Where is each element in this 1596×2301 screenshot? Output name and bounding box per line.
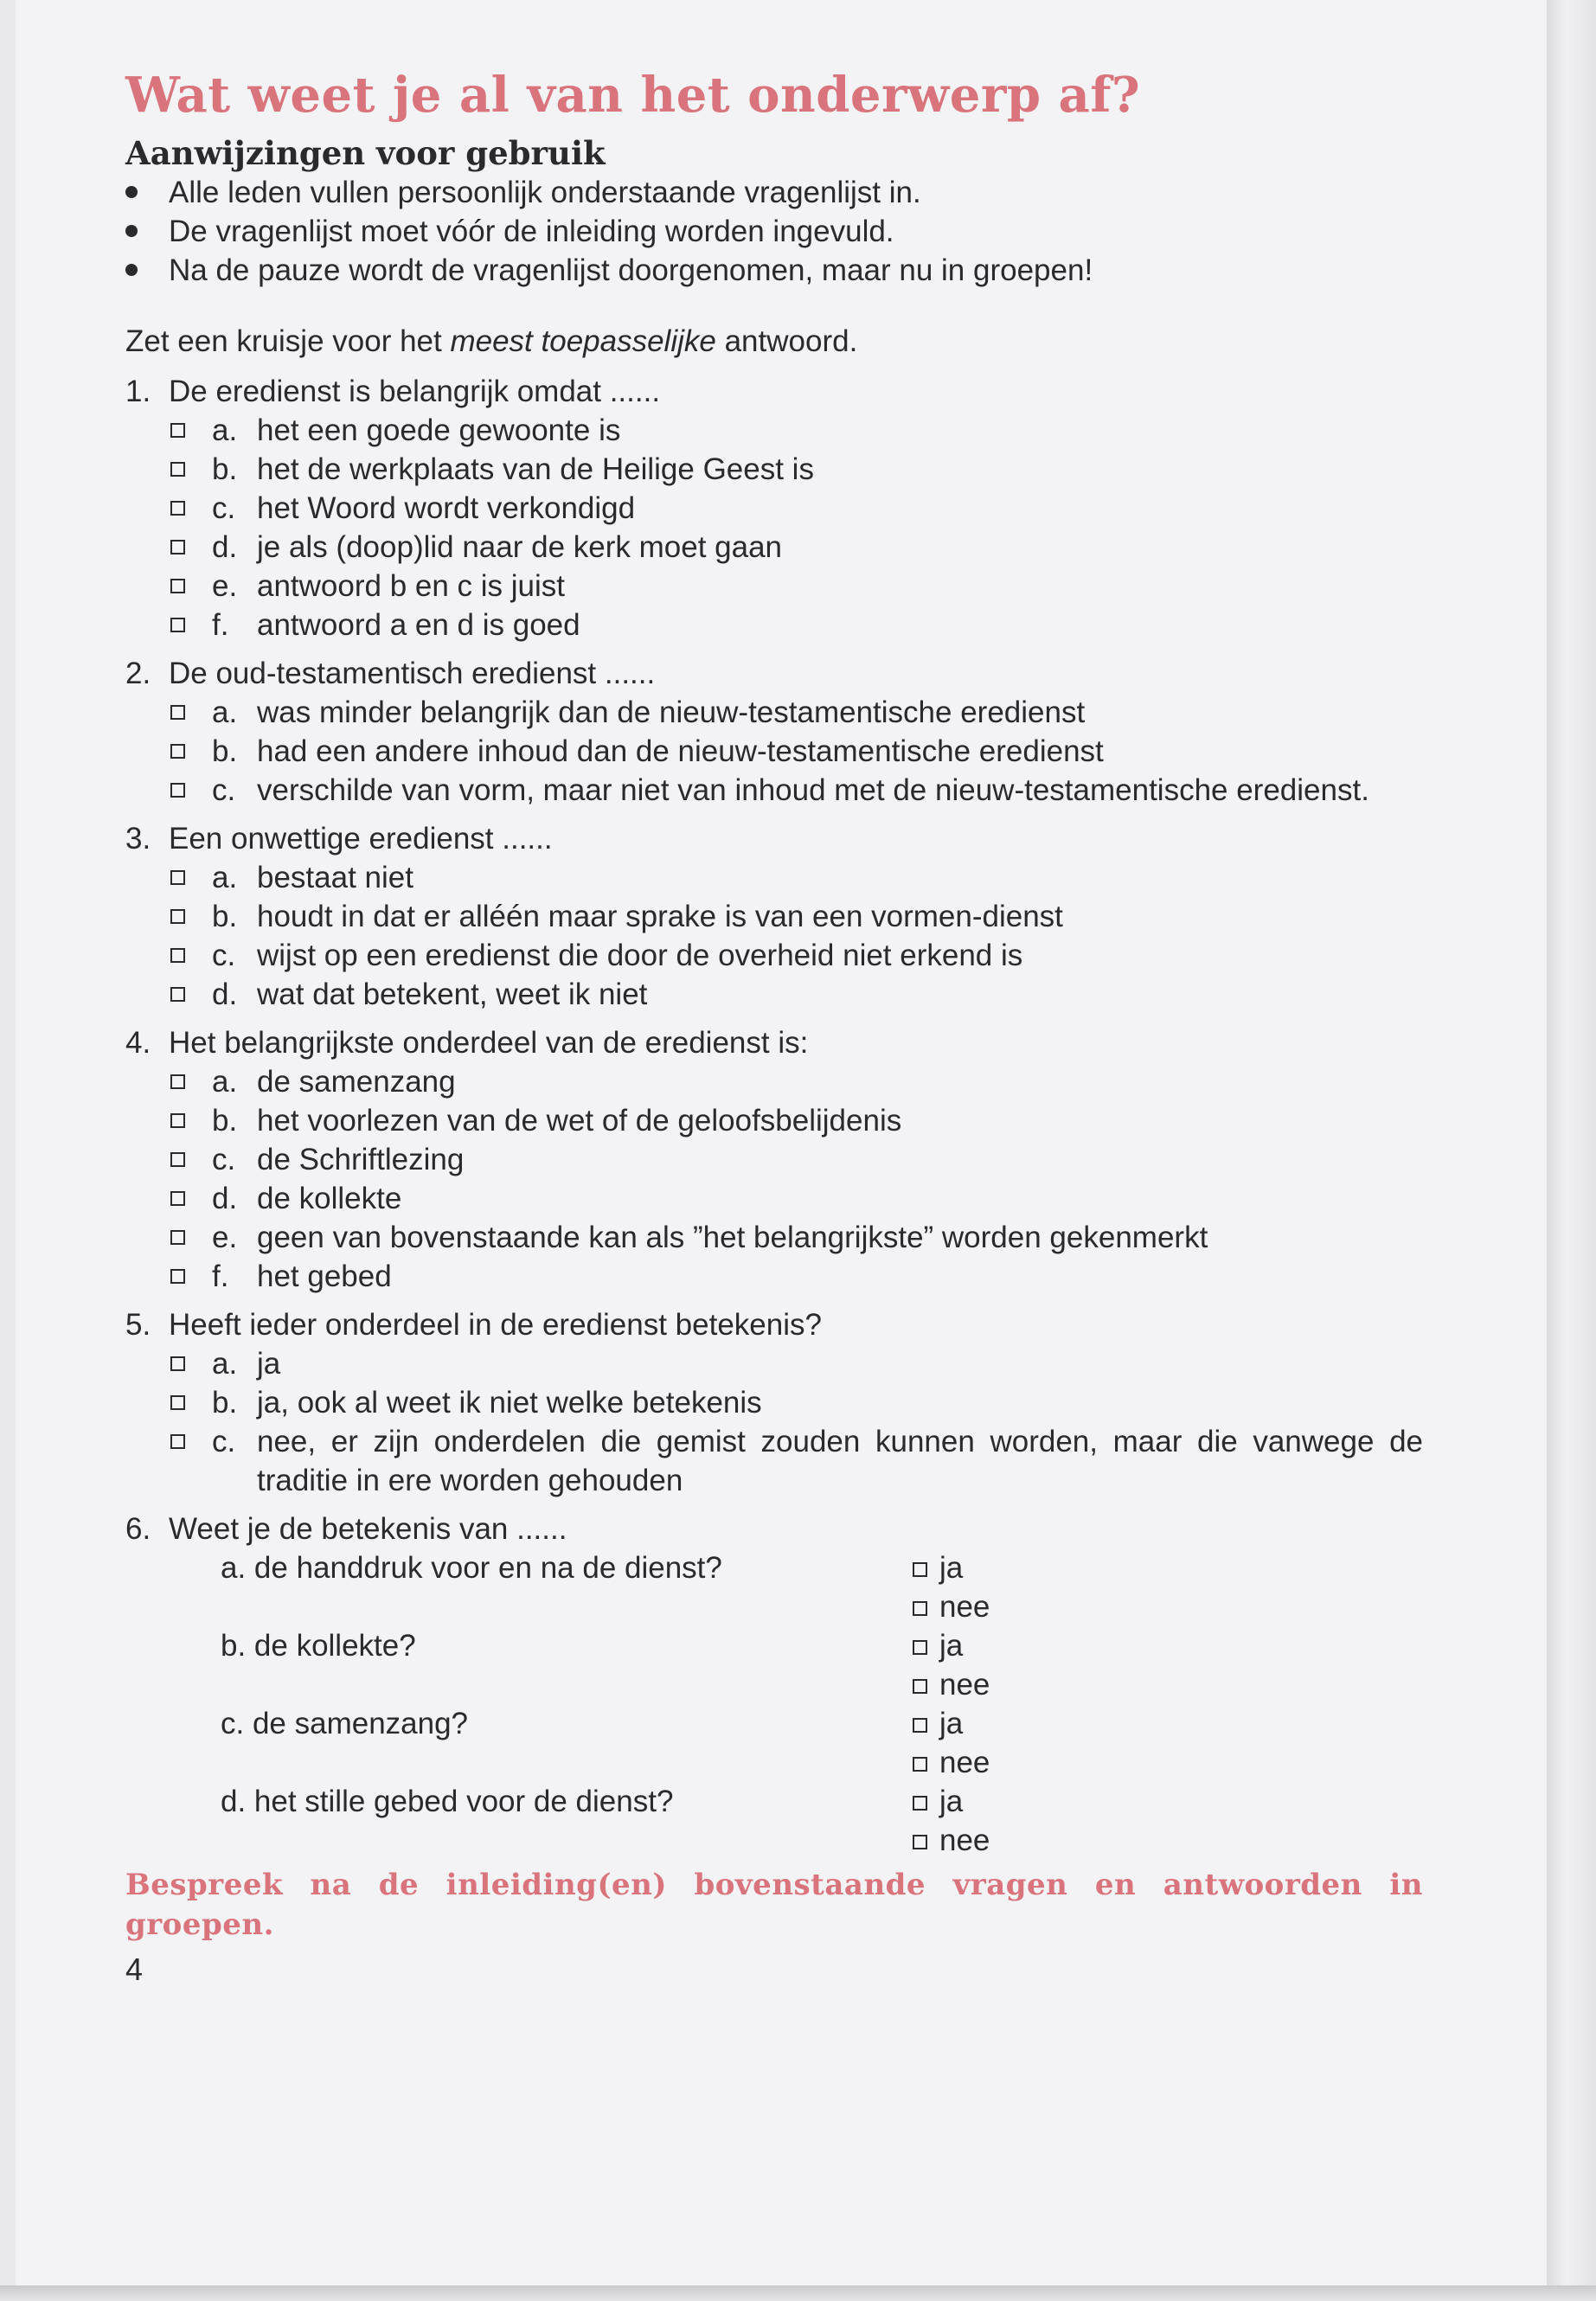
option-letter: c. <box>212 939 236 972</box>
checkbox-icon[interactable] <box>170 540 185 554</box>
option-text: nee, er zijn onderdelen die gemist zouden kunnen worden, maar die vanwege de traditie in ere worden gehouden <box>257 1425 1423 1497</box>
option-text: ja, ook al weet ik niet welke betekenis <box>257 1386 762 1420</box>
checkbox-icon[interactable] <box>170 783 185 798</box>
answer-no[interactable]: nee <box>913 1821 990 1860</box>
answer-option[interactable] <box>125 693 1423 732</box>
answer-option[interactable] <box>125 897 1423 936</box>
option-letter: a. <box>212 1065 238 1099</box>
question-6-items <box>125 1548 1423 1860</box>
option-text: had een andere inhoud dan de nieuw-testamentische eredienst <box>257 734 1104 768</box>
answer-option[interactable] <box>125 1062 1423 1101</box>
questionnaire <box>125 373 1423 1500</box>
checkbox-icon[interactable] <box>170 1434 185 1449</box>
option-text: het de werkplaats van de Heilige Geest is <box>257 452 814 486</box>
question-6: 6. Weet je de betekenis van ...... <box>125 1512 567 1546</box>
answer-option[interactable] <box>125 489 1423 528</box>
checkbox-icon[interactable] <box>170 987 185 1002</box>
option-letter: b. <box>212 734 238 768</box>
checkbox-icon[interactable] <box>170 1152 185 1167</box>
book-spine <box>1547 0 1596 2301</box>
option-letter: c. <box>212 773 236 807</box>
checkbox-icon[interactable] <box>170 705 185 720</box>
option-letter: a. <box>212 1347 238 1381</box>
checkbox-icon[interactable] <box>913 1640 927 1655</box>
instruction-bullet: Alle leden vullen persoonlijk onderstaande vragenlijst in. <box>125 173 1423 212</box>
option-letter: a. <box>212 695 238 729</box>
option-text: wat dat betekent, weet ik niet <box>257 977 648 1011</box>
option-text: bestaat niet <box>257 861 413 894</box>
checkbox-icon[interactable] <box>170 1230 185 1245</box>
checkbox-icon[interactable] <box>913 1601 927 1616</box>
answer-option[interactable] <box>125 528 1423 567</box>
question-3: 3. Een onwettige eredienst ...... <box>125 822 553 856</box>
option-text: antwoord a en d is goed <box>257 608 580 642</box>
answer-yes[interactable]: ja <box>913 1626 963 1665</box>
page-bottom-edge <box>0 2285 1596 2301</box>
option-text: de Schriftlezing <box>257 1143 465 1176</box>
checkbox-icon[interactable] <box>170 1113 185 1128</box>
answer-option[interactable] <box>125 975 1423 1014</box>
answer-option[interactable] <box>125 771 1423 810</box>
option-text: het Woord wordt verkondigd <box>257 491 636 525</box>
checkbox-icon[interactable] <box>170 1191 185 1206</box>
checkbox-icon[interactable] <box>170 870 185 885</box>
checkbox-icon[interactable] <box>913 1757 927 1772</box>
option-letter: c. <box>212 1143 236 1176</box>
answer-no[interactable]: nee <box>913 1587 990 1626</box>
answer-instruction: Zet een kruisje voor het meest toepasselijke antwoord. <box>125 324 858 358</box>
answer-no[interactable]: nee <box>913 1665 990 1704</box>
answer-option[interactable] <box>125 936 1423 975</box>
option-letter: e. <box>212 569 238 603</box>
answer-option[interactable] <box>125 411 1423 450</box>
option-text: was minder belangrijk dan de nieuw-testamentische eredienst <box>257 695 1086 729</box>
answer-option[interactable] <box>125 858 1423 897</box>
instruction-bullet: De vragenlijst moet vóór de inleiding worden ingevuld. <box>125 212 1423 251</box>
instruction-bullet: Na de pauze wordt de vragenlijst doorgenomen, maar nu in groepen! <box>125 251 1423 290</box>
option-letter: d. <box>212 1182 238 1215</box>
checkbox-icon[interactable] <box>913 1679 927 1694</box>
option-letter: a. <box>212 413 238 447</box>
option-text: ja <box>257 1347 281 1381</box>
answer-option[interactable] <box>125 450 1423 489</box>
option-text: je als (doop)lid naar de kerk moet gaan <box>257 530 783 564</box>
instructions-list <box>125 173 1423 290</box>
answer-yes[interactable]: ja <box>913 1782 963 1821</box>
closing-note: Bespreek na de inleiding(en) bovenstaande vragen en antwoorden in groepen. <box>125 1868 1423 1942</box>
checkbox-icon[interactable] <box>170 1395 185 1410</box>
option-letter: d. <box>212 977 238 1011</box>
option-text: antwoord b en c is juist <box>257 569 566 603</box>
sub-question: c. de samenzang? <box>221 1707 469 1740</box>
option-text: het voorlezen van de wet of de geloofsbelijdenis <box>257 1104 902 1138</box>
checkbox-icon[interactable] <box>913 1718 927 1733</box>
option-text: het gebed <box>257 1259 392 1293</box>
answer-option[interactable] <box>125 1257 1423 1296</box>
page-number: 4 <box>125 1952 144 1987</box>
checkbox-icon[interactable] <box>170 423 185 438</box>
checkbox-icon[interactable] <box>170 744 185 759</box>
option-text: verschilde van vorm, maar niet van inhoud met de nieuw-testamentische eredienst. <box>257 773 1369 807</box>
checkbox-icon[interactable] <box>170 1269 185 1284</box>
answer-option[interactable] <box>125 567 1423 606</box>
option-text: wijst op een eredienst die door de overheid niet erkend is <box>257 939 1023 972</box>
answer-option[interactable] <box>125 732 1423 771</box>
option-text: geen van bovenstaande kan als ”het belangrijkste” worden gekenmerkt <box>257 1221 1208 1254</box>
option-text: houdt in dat er alléén maar sprake is van een vormen-dienst <box>257 900 1063 933</box>
answer-option[interactable] <box>125 1422 1423 1500</box>
checkbox-icon[interactable] <box>170 618 185 632</box>
option-letter: b. <box>212 1386 238 1420</box>
question-1: 1. De eredienst is belangrijk omdat ...... <box>125 375 661 408</box>
option-text: de samenzang <box>257 1065 456 1099</box>
answer-option[interactable] <box>125 1140 1423 1179</box>
answer-option[interactable] <box>125 1383 1423 1422</box>
page-title: Wat weet je al van het onderwerp af? <box>125 67 1141 124</box>
option-letter: f. <box>212 1259 229 1293</box>
option-letter: c. <box>212 1425 236 1458</box>
option-text: het een goede gewoonte is <box>257 413 621 447</box>
checkbox-icon[interactable] <box>170 1356 185 1371</box>
option-letter: b. <box>212 900 238 933</box>
answer-option[interactable] <box>125 1344 1423 1383</box>
option-letter: e. <box>212 1221 238 1254</box>
option-text: de kollekte <box>257 1182 402 1215</box>
answer-option[interactable] <box>125 1218 1423 1257</box>
answer-yes[interactable]: ja <box>913 1548 963 1587</box>
bullet-icon <box>125 264 138 276</box>
checkbox-icon[interactable] <box>170 579 185 593</box>
option-letter: c. <box>212 491 236 525</box>
checkbox-icon[interactable] <box>913 1562 927 1577</box>
checkbox-icon[interactable] <box>170 948 185 963</box>
checkbox-icon[interactable] <box>170 462 185 477</box>
sub-question: d. het stille gebed voor de dienst? <box>221 1785 674 1818</box>
option-letter: d. <box>212 530 238 564</box>
checkbox-icon[interactable] <box>170 501 185 516</box>
page-content <box>125 62 1423 1988</box>
bullet-icon <box>125 186 138 198</box>
checkbox-icon[interactable] <box>170 1074 185 1089</box>
sub-question: a. de handdruk voor en na de dienst? <box>221 1551 722 1585</box>
answer-option[interactable] <box>125 606 1423 644</box>
answer-yes[interactable]: ja <box>913 1704 963 1743</box>
option-letter: a. <box>212 861 238 894</box>
option-letter: b. <box>212 452 238 486</box>
bullet-icon <box>125 225 138 237</box>
answer-option[interactable] <box>125 1179 1423 1218</box>
checkbox-icon[interactable] <box>170 909 185 924</box>
answer-option[interactable] <box>125 1101 1423 1140</box>
question-2: 2. De oud-testamentisch eredienst ...... <box>125 657 656 690</box>
question-5: 5. Heeft ieder onderdeel in de eredienst betekenis? <box>125 1308 822 1342</box>
option-letter: b. <box>212 1104 238 1138</box>
question-4: 4. Het belangrijkste onderdeel van de eredienst is: <box>125 1026 809 1060</box>
checkbox-icon[interactable] <box>913 1796 927 1811</box>
sub-question: b. de kollekte? <box>221 1629 416 1663</box>
option-letter: f. <box>212 608 229 642</box>
instructions-heading: Aanwijzingen voor gebruik <box>125 134 606 172</box>
checkbox-icon[interactable] <box>913 1835 927 1849</box>
answer-no[interactable]: nee <box>913 1743 990 1782</box>
